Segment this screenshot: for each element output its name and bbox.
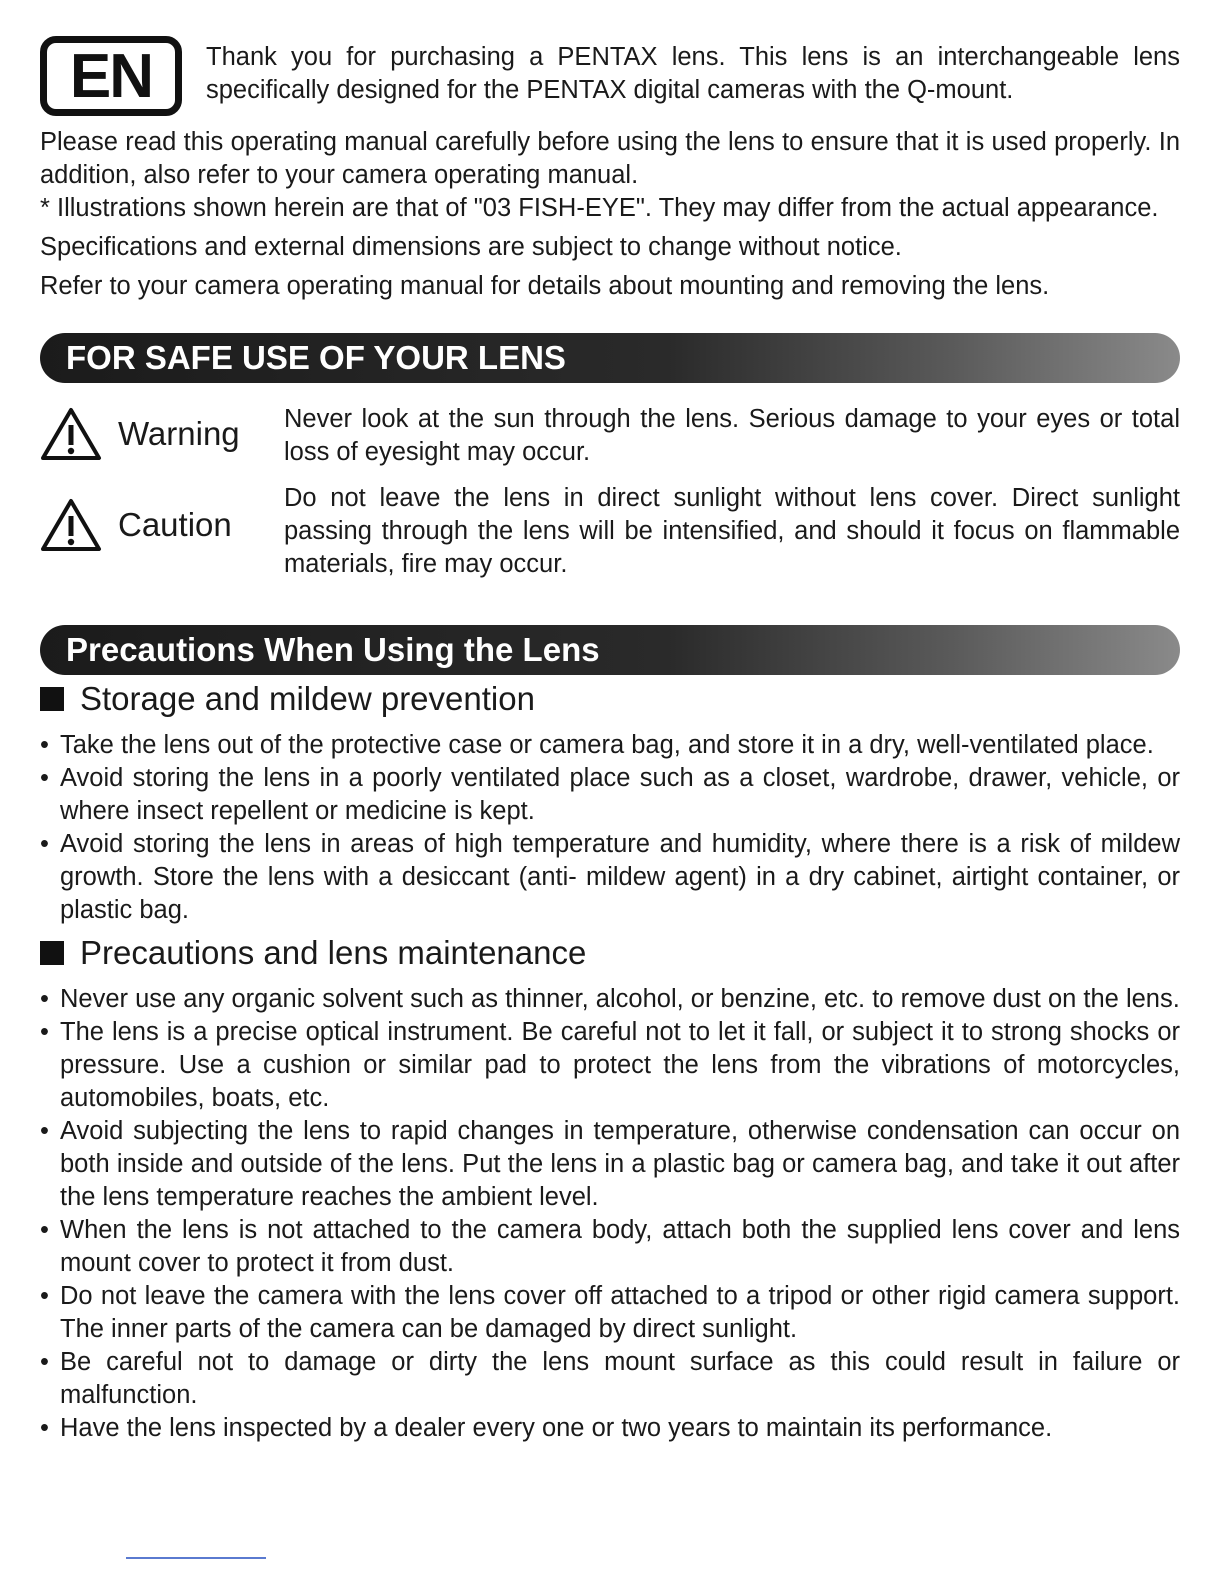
intro-header (40, 36, 1180, 116)
intro-paragraph: Please read this operating manual carefully before using the lens to ensure that it is used properly. In addition, also refer to your camera operating manual. (40, 128, 1180, 189)
list-item: • Avoid storing the lens in a poorly ventilated place such as a closet, wardrobe, drawer, vehicle, or where insect repellent or medicine is kept. (40, 764, 1180, 825)
bullet-dot: • (40, 764, 49, 792)
intro-paragraph: Specifications and external dimensions are subject to change without notice. (40, 233, 902, 261)
list-item: • Avoid storing the lens in areas of high temperature and humidity, where there is a risk of mildew growth. Store the lens with a desiccant (anti- mildew agent) in a dry cabinet, airtight container, or plastic bag. (40, 830, 1180, 924)
maintenance-list (40, 983, 1180, 1445)
subheading-text: Storage and mildew prevention (80, 680, 535, 717)
bullet-dot: • (40, 1348, 49, 1376)
footer-rule (126, 1557, 266, 1559)
list-item: • Do not leave the camera with the lens cover off attached to a tripod or other rigid camera support. The inner parts of the camera can be damaged by direct sunlight. (40, 1282, 1180, 1343)
caution-text: Do not leave the lens in direct sunlight without lens cover. Direct sunlight passing through the lens will be intensified, and should it focus on flammable materials, fire may occur. (284, 484, 1180, 578)
intro-lead: Thank you for purchasing a PENTAX lens. This lens is an interchangeable lens specifically designed for the PENTAX digital cameras with the Q-mount. (206, 43, 1180, 104)
list-item: • The lens is a precise optical instrument. Be careful not to let it fall, or subject it to strong shocks or pressure. Use a cushion or similar pad to protect the lens from the vibrations of motorcycles, automobiles, boats, etc. (40, 1018, 1180, 1112)
caution-label-text: Caution (118, 506, 232, 543)
square-bullet-icon (40, 687, 64, 711)
warning-text: Never look at the sun through the lens. Serious damage to your eyes or total loss of eyesight may occur. (284, 405, 1180, 466)
list-item: • Have the lens inspected by a dealer every one or two years to maintain its performance. (40, 1412, 1180, 1445)
warning-label-text: Warning (118, 415, 240, 452)
list-item: • Never use any organic solvent such as thinner, alcohol, or benzine, etc. to remove dust on the lens. (40, 983, 1180, 1016)
bullet-dot: • (40, 731, 49, 759)
subheading-maintenance (40, 931, 1180, 975)
manual-page (40, 36, 1180, 1445)
bullet-dot: • (40, 1117, 49, 1145)
section-banner-precautions: Precautions When Using the Lens (40, 625, 1180, 675)
warning-triangle-icon (40, 407, 102, 461)
subheading-text: Precautions and lens maintenance (80, 934, 587, 971)
subheading-storage (40, 677, 1180, 721)
list-item: • Take the lens out of the protective case or camera bag, and store it in a dry, well-ventilated place. (40, 729, 1180, 762)
caution-triangle-icon (40, 498, 102, 552)
caution-label (40, 498, 284, 552)
list-item: • When the lens is not attached to the camera body, attach both the supplied lens cover and lens mount cover to protect it from dust. (40, 1216, 1180, 1277)
bullet-dot: • (40, 830, 49, 858)
bullet-dot: • (40, 1414, 49, 1442)
square-bullet-icon (40, 941, 64, 965)
bullet-dot: • (40, 1216, 49, 1244)
language-badge: EN (40, 36, 182, 116)
intro-paragraph: Refer to your camera operating manual for details about mounting and removing the lens. (40, 272, 1050, 300)
illustration-note: * Illustrations shown herein are that of "03 FISH-EYE". They may differ from the actual appearance. (40, 194, 1159, 222)
storage-list (40, 729, 1180, 927)
bullet-dot: • (40, 985, 49, 1013)
caution-block (40, 482, 1180, 581)
warning-block (40, 403, 1180, 469)
list-item: • Be careful not to damage or dirty the lens mount surface as this could result in failure or malfunction. (40, 1348, 1180, 1409)
bullet-dot: • (40, 1282, 49, 1310)
bullet-dot: • (40, 1018, 49, 1046)
section-banner-safe-use: FOR SAFE USE OF YOUR LENS (40, 333, 1180, 383)
warning-label (40, 407, 284, 461)
list-item: • Avoid subjecting the lens to rapid changes in temperature, otherwise condensation can occur on both inside and outside of the lens. Put the lens in a plastic bag or camera bag, and take it out after the lens temperature reaches the ambient level. (40, 1117, 1180, 1211)
